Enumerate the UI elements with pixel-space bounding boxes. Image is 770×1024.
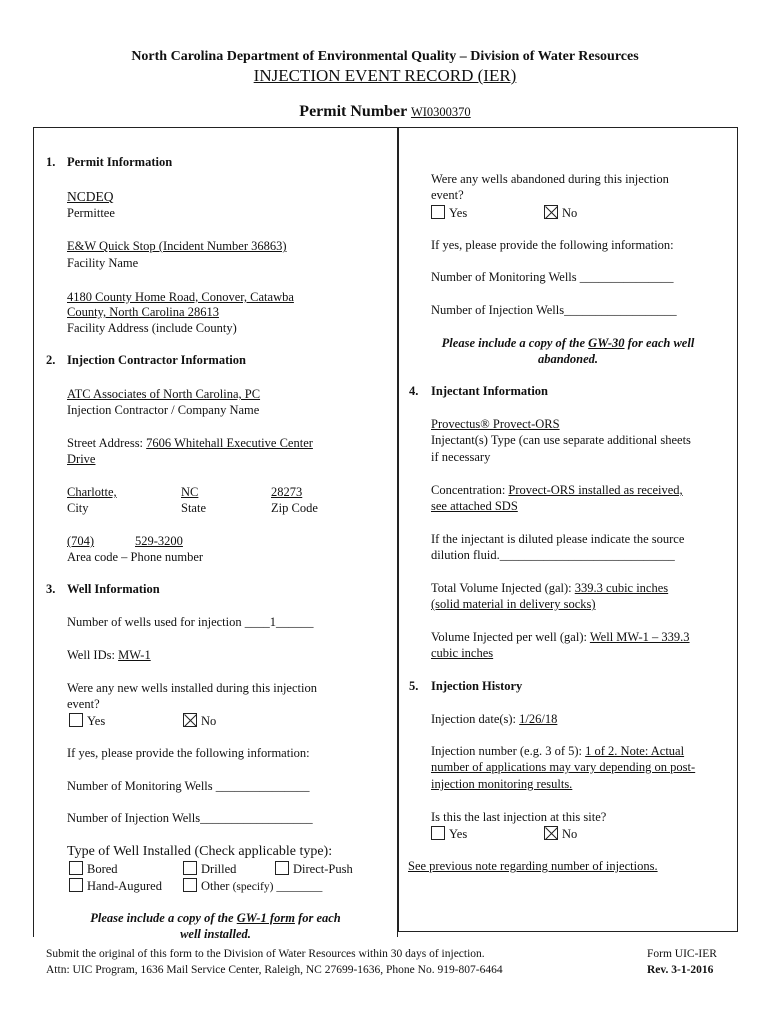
other-checkbox[interactable] <box>183 878 197 892</box>
form-revision: Rev. 3-1-2016 <box>647 964 714 976</box>
state-label: State <box>181 501 206 515</box>
section-4-title: Injectant Information <box>431 384 549 398</box>
well-type-question: Type of Well Installed (Check applicable type): <box>67 844 333 859</box>
facility-address-line2: County, North Carolina 28613 <box>67 305 219 319</box>
total-volume-label: Total Volume Injected (gal): <box>431 581 575 595</box>
last-injection-question: Is this the last injection at this site? <box>431 810 607 824</box>
injection-number-value-line2: number of applications may vary depending on post- <box>431 760 696 774</box>
direct-push-checkbox[interactable] <box>275 861 289 875</box>
phone-label: Area code – Phone number <box>67 550 204 564</box>
last-injection-no-label: No <box>562 827 578 841</box>
abandoned-ifyes: If yes, please provide the following information: <box>431 238 674 252</box>
concentration-value-line2: see attached SDS <box>431 499 518 513</box>
gw1-form-link: GW-1 form <box>236 911 295 925</box>
zip-label: Zip Code <box>271 501 318 515</box>
new-wells-yes-option[interactable] <box>69 713 105 729</box>
abandoned-monitoring-wells: Number of Monitoring Wells _______________ <box>431 270 674 284</box>
total-volume-value-line2: (solid material in delivery socks) <box>431 597 596 611</box>
gw1-note-line2: well installed. <box>180 927 251 941</box>
state-value: NC <box>181 485 199 499</box>
well-ids-value: MW-1 <box>118 648 151 662</box>
facility-address-label: Facility Address (include County) <box>67 321 237 335</box>
section-3-number: 3. <box>46 582 56 596</box>
new-wells-question-line1: Were any new wells installed during this injection <box>67 681 317 695</box>
permit-number-value: WI0300370 <box>410 105 471 119</box>
permittee-value: NCDEQ <box>67 189 114 204</box>
abandoned-no-checkbox[interactable] <box>544 205 558 219</box>
street-address-label: Street Address: <box>67 436 147 450</box>
zip-value: 28273 <box>271 485 303 499</box>
form-title: INJECTION EVENT RECORD (IER) <box>253 66 517 85</box>
gw1-note-line1 <box>33 911 398 926</box>
gw30-note-post: for each well <box>624 336 695 350</box>
permittee-label: Permittee <box>67 206 115 220</box>
hand-augured-label: Hand-Augured <box>87 879 162 893</box>
gw30-note-line1 <box>398 336 738 351</box>
injectant-type-value: Provectus® Provect-ORS <box>431 417 560 431</box>
abandoned-question-line1: Were any wells abandoned during this injection <box>431 172 669 186</box>
new-wells-question-line2: event? <box>67 697 100 711</box>
city-label: City <box>67 501 89 515</box>
permit-number-label: Permit Number <box>299 103 411 120</box>
volume-per-well-row <box>431 630 690 645</box>
new-injection-wells: Number of Injection Wells__________________ <box>67 811 313 825</box>
volume-per-well-label: Volume Injected per well (gal): <box>431 630 590 644</box>
permit-number-row <box>0 103 770 121</box>
form-id: Form UIC-IER <box>647 948 717 960</box>
bored-label: Bored <box>87 862 118 876</box>
facility-name-label: Facility Name <box>67 256 139 270</box>
well-type-direct-push[interactable] <box>275 861 353 877</box>
concentration-value: Provect-ORS installed as received, <box>508 483 683 497</box>
injectant-type-label-line1: Injectant(s) Type (can use separate additional sheets <box>431 433 691 447</box>
abandoned-no-label: No <box>562 206 578 220</box>
street-address-row <box>67 436 313 451</box>
section-5-number: 5. <box>409 679 419 693</box>
well-type-hand-augured[interactable] <box>69 878 162 894</box>
facility-name-value: E&W Quick Stop (Incident Number 36863) <box>67 239 287 253</box>
street-address-value-line2: Drive <box>67 452 96 466</box>
well-type-bored[interactable] <box>69 861 118 877</box>
new-monitoring-wells: Number of Monitoring Wells _______________ <box>67 779 310 793</box>
injectant-type-label-line2: if necessary <box>431 450 491 464</box>
hand-augured-checkbox[interactable] <box>69 878 83 892</box>
new-wells-yes-checkbox[interactable] <box>69 713 83 727</box>
well-ids-row <box>67 648 151 663</box>
injection-dates-value: 1/26/18 <box>519 712 558 726</box>
abandoned-injection-wells: Number of Injection Wells__________________ <box>431 303 677 317</box>
see-previous-note: See previous note regarding number of injections. <box>408 859 658 873</box>
abandoned-yes-checkbox[interactable] <box>431 205 445 219</box>
footer-line2: Attn: UIC Program, 1636 Mail Service Center, Raleigh, NC 27699-1636, Phone No. 919-807-6464 <box>46 964 503 976</box>
gw1-note-pre: Please include a copy of the <box>90 911 237 925</box>
new-wells-yes-label: Yes <box>87 714 106 728</box>
gw30-note-line2: abandoned. <box>537 352 599 366</box>
drilled-label: Drilled <box>201 862 237 876</box>
injection-number-row <box>431 744 684 759</box>
total-volume-row <box>431 581 668 596</box>
injection-number-label: Injection number (e.g. 3 of 5): <box>431 744 586 758</box>
volume-per-well-value-line2: cubic inches <box>431 646 494 660</box>
section-4-number: 4. <box>409 384 419 398</box>
agency-name: North Carolina Department of Environmental Quality – Division of Water Resources <box>131 49 639 64</box>
abandoned-question-line2: event? <box>431 188 464 202</box>
bored-checkbox[interactable] <box>69 861 83 875</box>
gw30-note-pre: Please include a copy of the <box>441 336 589 350</box>
num-wells-used: Number of wells used for injection ____1______ <box>67 615 314 629</box>
section-2-number: 2. <box>46 353 56 367</box>
street-address-value: 7606 Whitehall Executive Center <box>146 436 313 450</box>
concentration-label: Concentration: <box>431 483 509 497</box>
new-wells-no-label: No <box>201 714 217 728</box>
section-1-title: Permit Information <box>67 155 173 169</box>
last-injection-no-checkbox[interactable] <box>544 826 558 840</box>
contractor-name-value: ATC Associates of North Carolina, PC <box>67 387 261 401</box>
gw1-note-post: for each <box>294 911 341 925</box>
facility-address-line1: 4180 County Home Road, Conover, Catawba <box>67 290 294 304</box>
dilution-line1: If the injectant is diluted please indicate the source <box>431 532 685 546</box>
gw30-form-link: GW-30 <box>588 336 625 350</box>
section-3-title: Well Information <box>67 582 160 596</box>
footer-line1: Submit the original of this form to the Division of Water Resources within 30 days of injection. <box>46 948 485 960</box>
new-wells-no-option[interactable] <box>183 713 216 729</box>
well-type-drilled[interactable] <box>183 861 236 877</box>
new-wells-ifyes: If yes, please provide the following information: <box>67 746 310 760</box>
other-label: Other <box>201 879 230 893</box>
direct-push-label: Direct-Push <box>293 862 353 876</box>
last-injection-yes-label: Yes <box>449 827 468 841</box>
area-code-value: (704) <box>67 534 95 548</box>
last-injection-yes-option[interactable] <box>431 826 467 842</box>
city-value: Charlotte, <box>67 485 117 499</box>
injection-number-value: 1 of 2. Note: Actual <box>585 744 685 758</box>
well-ids-label: Well IDs: <box>67 648 119 662</box>
well-type-other[interactable] <box>183 878 322 894</box>
abandoned-yes-label: Yes <box>449 206 468 220</box>
last-injection-yes-checkbox[interactable] <box>431 826 445 840</box>
volume-per-well-value: Well MW-1 – 339.3 <box>589 630 690 644</box>
injection-number-value-line3: injection monitoring results. <box>431 777 573 791</box>
section-2-title: Injection Contractor Information <box>67 353 246 367</box>
section-1-number: 1. <box>46 155 56 169</box>
phone-value: 529-3200 <box>135 534 183 548</box>
new-wells-no-checkbox[interactable] <box>183 713 197 727</box>
dilution-line2: dilution fluid.____________________________ <box>431 548 675 562</box>
abandoned-yes-option[interactable] <box>431 205 467 221</box>
injection-dates-row <box>431 712 557 727</box>
abandoned-no-option[interactable] <box>544 205 577 221</box>
section-5-title: Injection History <box>431 679 523 693</box>
other-specify: (specify) ________ <box>232 881 323 893</box>
last-injection-no-option[interactable] <box>544 826 577 842</box>
concentration-row <box>431 483 683 498</box>
injection-dates-label: Injection date(s): <box>431 712 520 726</box>
total-volume-value: 339.3 cubic inches <box>574 581 669 595</box>
contractor-name-label: Injection Contractor / Company Name <box>67 403 260 417</box>
drilled-checkbox[interactable] <box>183 861 197 875</box>
